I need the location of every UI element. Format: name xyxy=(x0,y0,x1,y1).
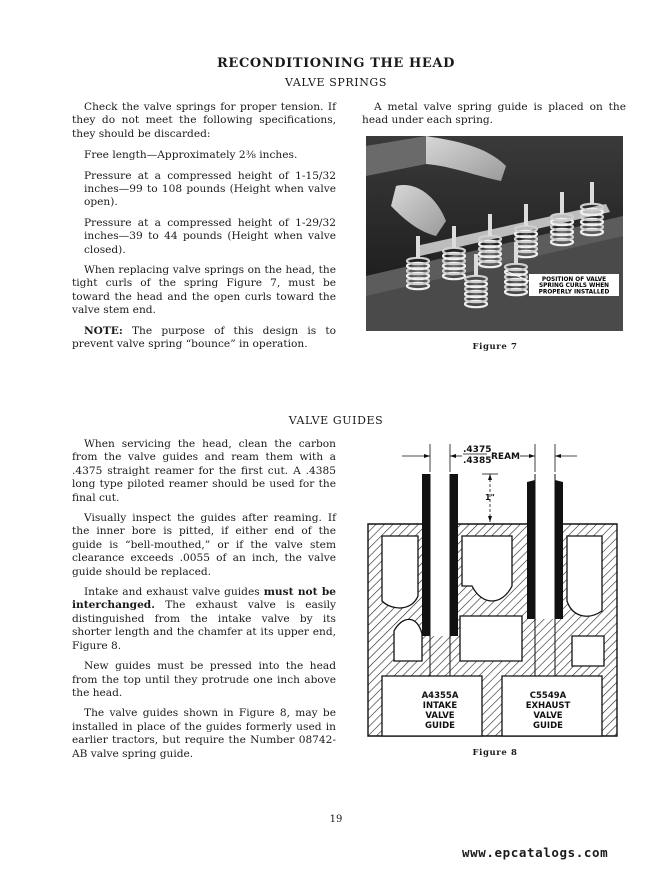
guides-p3-pre: Intake and exhaust valve guides xyxy=(84,586,260,599)
dimension-4385: .4385 xyxy=(463,456,492,466)
note-text: The purpose of this design is to prevent valve spring “bounce” in operation. xyxy=(72,324,336,351)
exhaust-part-number: C5549A xyxy=(529,691,567,701)
guides-p2: Visually inspect the guides after reaming. If the inner bore is pitted, if either end of the guide is “bell-mouthed,” or if the valve stem clearance exceeds .0055 of an inch, the valve guide should be replaced. xyxy=(72,512,336,578)
figure-7-photo xyxy=(366,136,623,331)
page-number: 19 xyxy=(329,814,343,825)
valve-stem xyxy=(524,204,528,226)
figure-7-callout-line2: SPRING CURLS WHEN xyxy=(538,283,610,289)
watermark-link[interactable]: www.epcatalogs.com xyxy=(462,845,609,860)
valve-stem xyxy=(514,242,518,264)
spec-closed: Pressure at a compressed height of 1-29/32 inches—39 to 44 pounds (Height when valve closed). xyxy=(84,216,336,256)
valve-stem xyxy=(488,214,492,236)
intake-guide-label: GUIDE xyxy=(425,721,455,731)
section-heading-valve-guides: VALVE GUIDES xyxy=(288,414,384,427)
exhaust-valve-label: VALVE xyxy=(533,711,563,721)
valve-springs-text xyxy=(72,101,336,352)
exhaust-label: EXHAUST xyxy=(525,701,571,711)
intake-valve-label: VALVE xyxy=(425,711,455,721)
springs-note xyxy=(72,325,336,352)
spring-guide-text xyxy=(362,101,626,128)
figure-7-caption: Figure 7 xyxy=(472,342,518,352)
springs-intro: Check the valve springs for proper tension. If they do not meet the following specifications, they should be discarded: xyxy=(72,101,336,140)
figure-7-callout-line3: PROPERLY INSTALLED xyxy=(538,289,610,296)
spec-free-length: Free length—Approximately 2⅜ inches. xyxy=(84,149,298,162)
figure-8-diagram xyxy=(362,436,627,741)
spec-open: Pressure at a compressed height of 1-15/32 inches—99 to 108 pounds (Height when valve open). xyxy=(84,169,336,209)
exhaust-guide-label: GUIDE xyxy=(533,721,563,731)
valve-stem xyxy=(416,236,420,258)
guides-p3 xyxy=(72,586,336,653)
guides-p4: New guides must be pressed into the head from the top until they protrude one inch above the head. xyxy=(72,660,336,699)
valve-stem xyxy=(590,182,594,204)
intake-part-number: A4355A xyxy=(421,691,459,701)
page-title: RECONDITIONING THE HEAD xyxy=(217,56,455,71)
valve-guides-text xyxy=(72,438,336,761)
section-heading-valve-springs: VALVE SPRINGS xyxy=(285,76,387,89)
dimension-one-inch: 1" xyxy=(485,493,495,502)
valve-guide-cross-section xyxy=(362,436,627,741)
valve-stem xyxy=(474,254,478,276)
guides-p3-post: The exhaust valve is easily distinguished from the intake valve by its shorter length and the chamfer at its upper end, Figure 8. xyxy=(72,599,336,652)
guides-p5: The valve guides shown in Figure 8, may be installed in place of the guides formerly used in earlier tractors, but require the Number 08742-AB valve spring guide. xyxy=(72,707,336,760)
valve-stem xyxy=(560,192,564,214)
dimension-4375: .4375 xyxy=(463,445,492,455)
intake-label: INTAKE xyxy=(422,701,458,711)
ream-label: REAM xyxy=(491,452,520,462)
note-label: NOTE: xyxy=(84,324,123,337)
guides-p3-bold: must not be interchanged. xyxy=(72,586,336,612)
figure-8-caption: Figure 8 xyxy=(472,748,518,758)
guides-p1: When servicing the head, clean the carbon from the valve guides and ream them with a .4375 straight reamer for the first cut. A .4385 long type piloted reamer should be used for the final cut. xyxy=(72,438,336,504)
figure-7-callout-line1: POSITION OF VALVE xyxy=(541,277,607,283)
valve-spring-photo-illustration xyxy=(366,136,623,331)
valve-stem xyxy=(452,226,456,248)
spring-guide-paragraph: A metal valve spring guide is placed on the head under each spring. xyxy=(362,101,626,127)
springs-replace: When replacing valve springs on the head, the tight curls of the spring Figure 7, must be toward the head and the open curls toward the valve stem end. xyxy=(72,264,336,317)
